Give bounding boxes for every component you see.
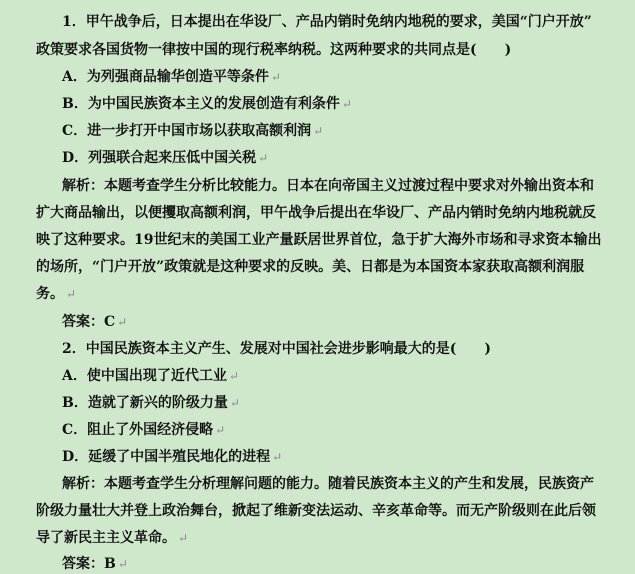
paragraph-mark-icon: ↵ (117, 557, 128, 571)
q2-option-c: C．阻止了外国经济侵略 ↵ (62, 422, 226, 438)
paragraph-mark-icon: ↵ (272, 450, 283, 464)
q2-analysis-line1: 解析：本题考查学生分析理解问题的能力。随着民族资本主义的产生和发展，民族资产 (62, 476, 594, 492)
paragraph-mark-icon: ↵ (229, 396, 240, 410)
paragraph-mark-icon: ↵ (341, 97, 352, 111)
q2-option-b: B．造就了新兴的阶级力量 ↵ (62, 395, 240, 411)
q1-stem-line1: 1．甲午战争后，日本提出在华设厂、产品内销时免纳内地税的要求，美国“门户开放” (62, 14, 592, 30)
q2-analysis-line3: 导了新民主主义革命。 ↵ (36, 530, 189, 546)
q1-stem-line2: 政策要求各国货物一律按中国的现行税率纳税。这两种要求的共同点是( ) (36, 42, 512, 58)
q1-analysis-line5: 务。 ↵ (36, 286, 77, 302)
analysis-label: 解析： (62, 178, 104, 194)
paragraph-mark-icon: ↵ (178, 531, 189, 545)
q1-analysis-line2: 扩大商品输出，以便攫取高额利润，甲午战争后提出在华设厂、产品内销时免纳内地税就反 (36, 205, 596, 221)
q1-answer: 答案：C ↵ (62, 314, 128, 330)
paragraph-mark-icon: ↵ (270, 70, 281, 84)
q1-option-b: B．为中国民族资本主义的发展创造有利条件 ↵ (62, 96, 352, 112)
q1-analysis-line3: 映了这种要求。19世纪末的美国工业产量跃居世界首位，急于扩大海外市场和寻求资本输出 (36, 232, 602, 248)
paragraph-mark-icon: ↵ (117, 315, 128, 329)
analysis-label: 解析： (62, 476, 104, 492)
q1-analysis-line1: 解析：本题考查学生分析比较能力。日本在向帝国主义过渡过程中要求对外输出资本和 (62, 178, 594, 194)
q2-answer: 答案：B ↵ (62, 556, 128, 572)
q1-option-d: D．列强联合起来压低中国关税 ↵ (62, 150, 269, 166)
q1-analysis-line4: 的场所，“门户开放”政策就是这种要求的反映。美、日都是为本国资本家获取高额利润服 (36, 259, 585, 275)
q2-option-d: D．延缓了中国半殖民地化的进程 ↵ (62, 449, 283, 465)
q2-stem-line1: 2．中国民族资本主义产生、发展对中国社会进步影响最大的是( ) (62, 341, 491, 357)
paragraph-mark-icon: ↵ (313, 124, 324, 138)
paragraph-mark-icon: ↵ (215, 423, 226, 437)
paragraph-mark-icon: ↵ (228, 369, 239, 383)
paragraph-mark-icon: ↵ (258, 151, 269, 165)
q2-analysis-line2: 阶级力量壮大并登上政治舞台，掀起了维新变法运动、辛亥革命等。而无产阶级则在此后领 (36, 503, 596, 519)
q2-option-a: A．使中国出现了近代工业 ↵ (62, 368, 239, 384)
q1-option-a: A．为列强商品输华创造平等条件 ↵ (62, 69, 281, 85)
paragraph-mark-icon: ↵ (66, 287, 77, 301)
q1-option-c: C．进一步打开中国市场以获取高额利润 ↵ (62, 123, 324, 139)
